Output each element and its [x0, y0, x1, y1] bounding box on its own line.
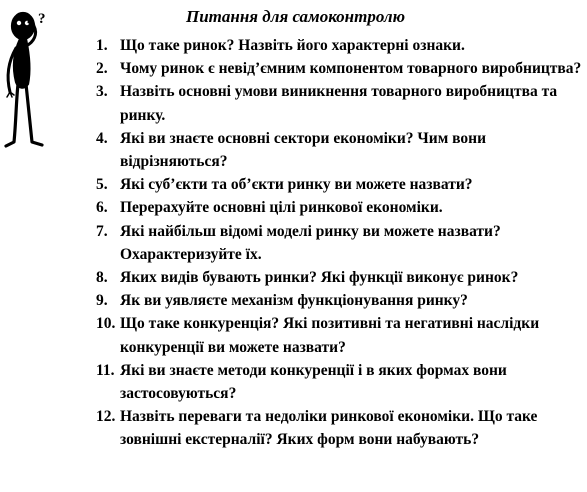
question-text: Які суб’єкти та об’єкти ринку ви можете назвати?	[120, 176, 473, 194]
question-mark-icon: ?	[38, 11, 46, 27]
question-number: 8.	[96, 269, 108, 287]
question-number: 1.	[96, 37, 108, 54]
question-text: Назвіть переваги та недоліки ринкової економіки. Що таке зовнішні екстерналії? Яких форм вони набувають?	[120, 408, 538, 449]
question-number: 4.	[96, 129, 108, 147]
question-item	[96, 57, 584, 80]
question-number: 11.	[96, 361, 115, 379]
question-item	[96, 289, 584, 312]
question-item	[96, 173, 584, 196]
question-item	[96, 196, 584, 219]
question-text: Які найбільш відомі моделі ринку ви можете назвати? Охарактеризуйте їх.	[120, 222, 501, 263]
figure-right-leg	[26, 84, 42, 145]
question-number: 12.	[96, 408, 116, 426]
question-item	[96, 359, 584, 405]
question-item	[96, 266, 584, 289]
question-item	[96, 80, 584, 126]
question-number: 7.	[96, 222, 108, 240]
question-number: 10.	[96, 315, 116, 333]
question-number: 3.	[96, 83, 108, 101]
question-text: Назвіть основні умови виникнення товарного виробництва та ринку.	[120, 83, 558, 124]
figure-head	[12, 13, 34, 39]
question-text: Як ви уявляєте механізм функціонування ринку?	[120, 292, 468, 310]
thinking-figure-illustration	[2, 4, 82, 154]
question-item	[96, 34, 584, 57]
question-number: 9.	[96, 292, 108, 310]
question-text: Чому ринок є невід’ємним компонентом товарного виробництва?	[120, 60, 582, 78]
question-number: 2.	[96, 60, 108, 78]
question-item	[96, 312, 584, 358]
question-item	[96, 220, 584, 266]
page-title: Питання для самоконтролю	[186, 7, 406, 26]
question-item	[96, 127, 584, 173]
question-text: Перерахуйте основні цілі ринкової економіки.	[120, 199, 443, 217]
questions-list	[96, 34, 584, 452]
question-number: 5.	[96, 176, 108, 194]
question-text: Що таке ринок? Назвіть його характерні ознаки.	[120, 37, 465, 54]
question-text: Яких видів бувають ринки? Які функції виконує ринок?	[120, 269, 519, 287]
thinking-figure	[6, 13, 42, 146]
question-text: Що таке конкуренція? Які позитивні та негативні наслідки конкуренції ви можете назвати?	[120, 315, 540, 356]
question-text: Які ви знаєте основні сектори економіки? Чим вони відрізняються?	[120, 129, 487, 171]
question-item	[96, 405, 584, 451]
question-text: Які ви знаєте методи конкуренції і в яких формах вони застосовуються?	[120, 361, 507, 403]
question-number: 6.	[96, 199, 108, 217]
